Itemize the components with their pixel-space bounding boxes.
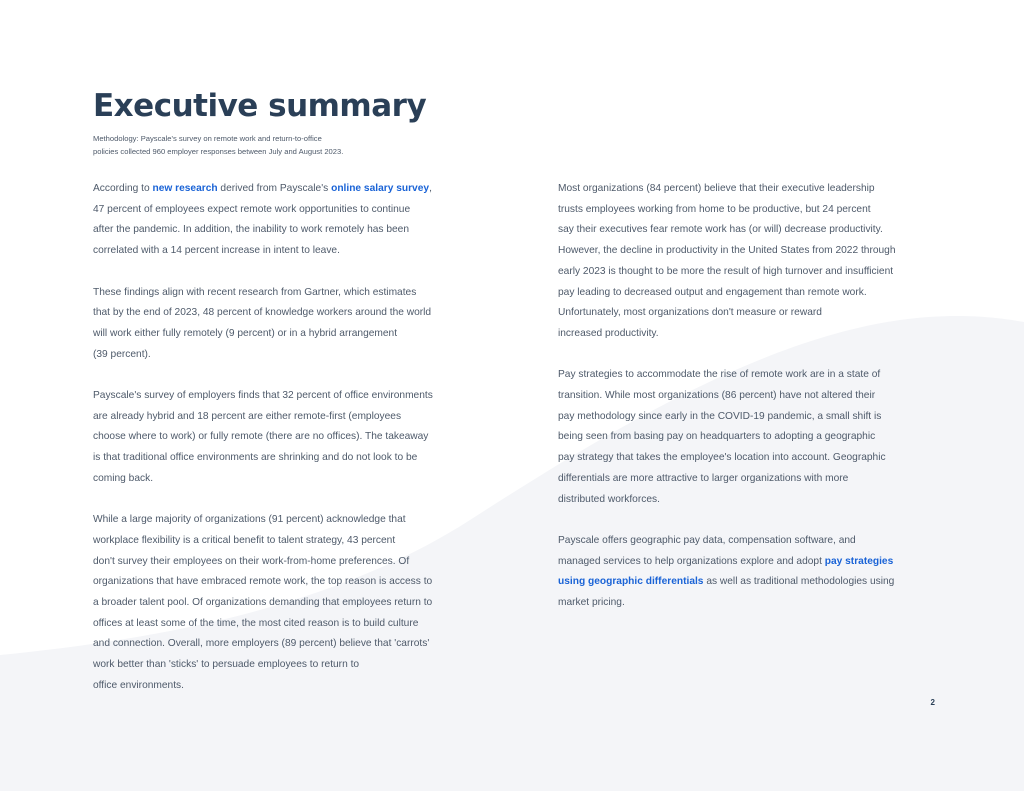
pay-strategies-link[interactable]: pay strategies	[824, 555, 894, 567]
text-line: distributed workforces.	[558, 493, 660, 505]
text-line: While a large majority of organizations (91 percent) acknowledge that	[93, 514, 406, 526]
page-title: Executive summary	[93, 88, 427, 124]
paragraph	[93, 283, 483, 366]
methodology-line: Methodology: Payscale's survey on remote work and return-to-office	[93, 134, 322, 143]
online-salary-survey-link[interactable]: online salary survey	[331, 183, 430, 194]
text-line: work better than 'sticks' to persuade employees to return to	[93, 659, 360, 671]
paragraph	[93, 386, 483, 490]
text-line: after the pandemic. In addition, the inability to work remotely has been	[93, 224, 409, 236]
left-column	[93, 179, 483, 697]
text-line: are already hybrid and 18 percent are either remote-first (employees	[93, 410, 402, 422]
text-line: (39 percent).	[93, 348, 151, 360]
text-line: differentials are more attractive to larger organizations with more	[558, 472, 849, 484]
text-line: Most organizations (84 percent) believe that their executive leadership	[558, 183, 875, 194]
text-line: workplace flexibility is a critical benefit to talent strategy, 43 percent	[93, 534, 396, 546]
new-research-link[interactable]: new research	[152, 183, 218, 194]
methodology-line: policies collected 960 employer responses between July and August 2023.	[93, 147, 344, 156]
text-line: early 2023 is thought to be more the result of high turnover and insufficient	[558, 265, 894, 277]
text-line: choose where to work) or fully remote (there are no offices). The takeaway	[93, 431, 429, 443]
text-line: offices at least some of the time, the most cited reason is to build culture	[93, 617, 419, 629]
text-line: However, the decline in productivity in the United States from 2022 through	[558, 245, 896, 257]
text-line: pay methodology since early in the COVID-19 pandemic, a small shift is	[558, 410, 882, 422]
text-line: coming back.	[93, 472, 154, 484]
text-run: managed services to help organizations explore and adopt	[558, 555, 825, 567]
text-line: organizations that have embraced remote work, the top reason is access to	[93, 576, 433, 588]
text-line: increased productivity.	[558, 327, 659, 339]
geographic-differentials-link[interactable]: using geographic differentials	[558, 576, 704, 588]
text-line: and connection. Overall, more employers (89 percent) believe that 'carrots'	[93, 638, 430, 650]
text-line	[558, 552, 943, 573]
paragraph	[558, 179, 943, 345]
text-run: According to	[93, 183, 153, 194]
right-column	[558, 179, 943, 614]
text-line: correlated with a 14 percent increase in intent to leave.	[93, 245, 340, 257]
page-number: 2	[930, 698, 935, 707]
text-line: 47 percent of employees expect remote work opportunities to continue	[93, 203, 411, 215]
text-line: a broader talent pool. Of organizations demanding that employees return to	[93, 597, 433, 609]
text-line: Payscale's survey of employers finds that 32 percent of office environments	[93, 390, 433, 401]
text-line: These findings align with recent research from Gartner, which estimates	[93, 286, 417, 298]
text-line: Unfortunately, most organizations don't measure or reward	[558, 307, 822, 319]
text-line: office environments.	[93, 679, 184, 691]
text-line: trusts employees working from home to be productive, but 24 percent	[558, 203, 871, 215]
text-line: pay leading to decreased output and engagement than remote work.	[558, 286, 867, 298]
paragraph	[93, 179, 483, 262]
text-line: that by the end of 2023, 48 percent of knowledge workers around the world	[93, 307, 432, 319]
text-line: will work either fully remotely (9 percent) or in a hybrid arrangement	[93, 327, 398, 339]
text-line: say their executives fear remote work has (or will) decrease productivity.	[558, 224, 883, 236]
paragraph	[93, 510, 483, 696]
paragraph	[558, 365, 943, 510]
paragraph	[558, 531, 943, 614]
text-line: pay strategy that takes the employee's location into account. Geographic	[558, 452, 886, 464]
text-run: derived from Payscale's	[217, 183, 332, 194]
text-line	[93, 179, 483, 200]
text-line: is that traditional office environments are shrinking and do not look to be	[93, 452, 418, 464]
text-line: market pricing.	[558, 597, 625, 609]
text-line: don't survey their employees on their work-from-home preferences. Of	[93, 555, 410, 567]
methodology-note	[93, 132, 393, 158]
text-line: Payscale offers geographic pay data, compensation software, and	[558, 534, 856, 546]
text-run: as well as traditional methodologies using	[703, 576, 895, 588]
text-line: Pay strategies to accommodate the rise of remote work are in a state of	[558, 369, 881, 381]
text-line	[558, 572, 943, 593]
text-run: ,	[429, 183, 432, 194]
text-line: transition. While most organizations (86 percent) have not altered their	[558, 390, 876, 402]
text-line: being seen from basing pay on headquarters to adopting a geographic	[558, 431, 876, 443]
